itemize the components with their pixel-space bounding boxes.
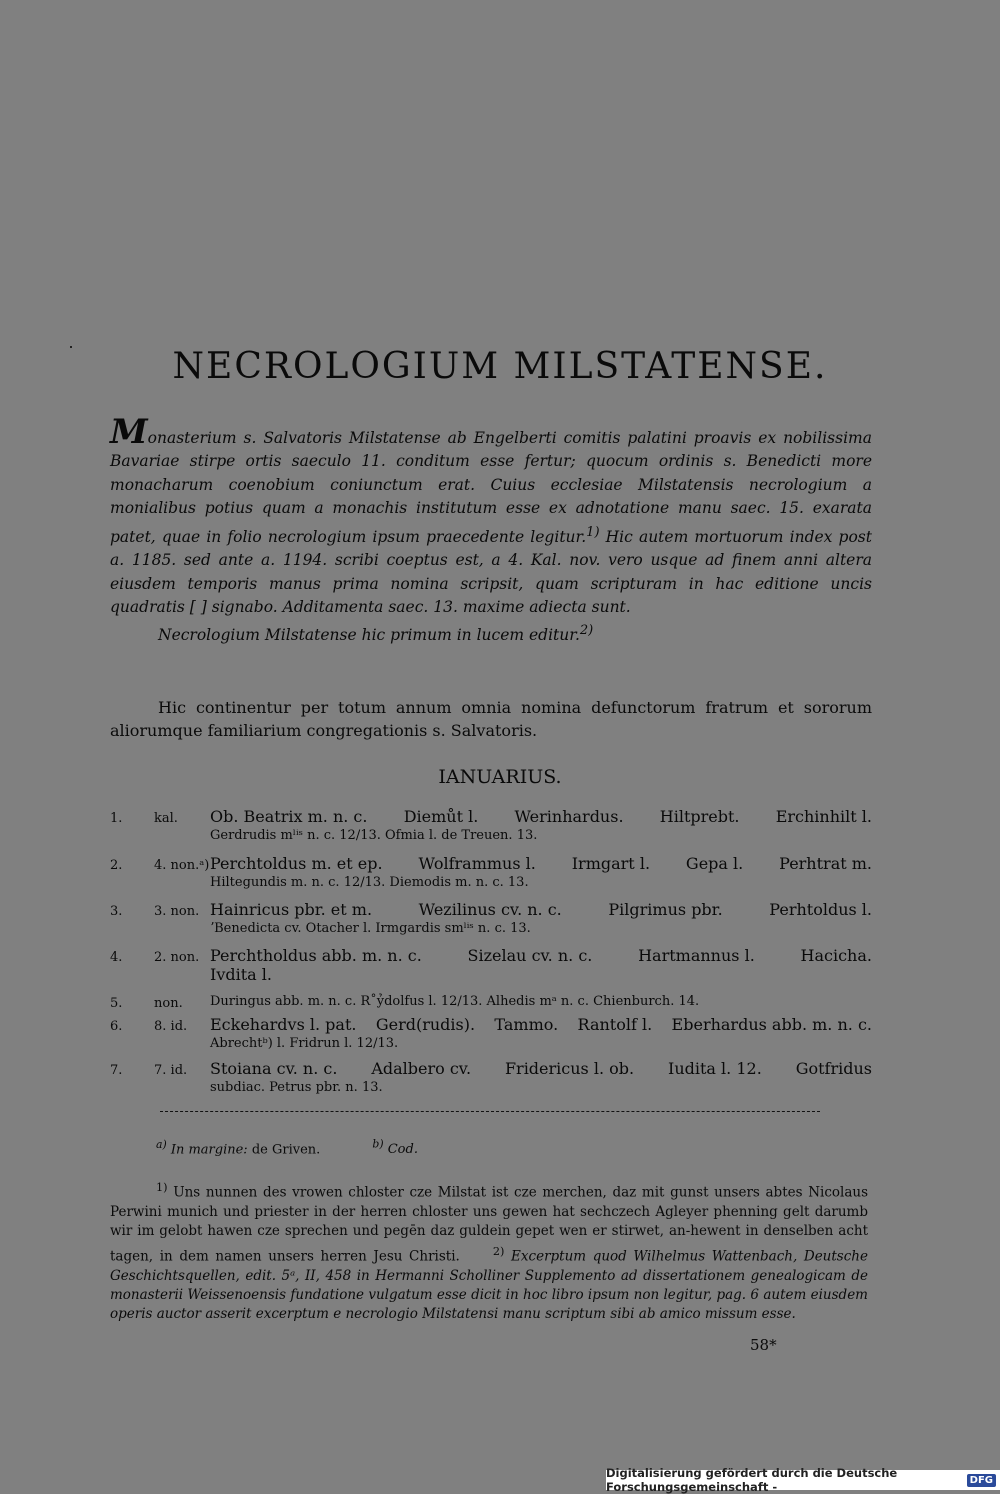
note-a-value: de Griven.	[251, 1142, 321, 1158]
entry-line-2: Hiltegundis m. n. c. 12/13. Diemodis m. n. c. 13.	[210, 875, 529, 890]
entry-day: 7. id.	[154, 1063, 188, 1078]
entry-name: Hiltprebt.	[659, 807, 740, 826]
footnote-ref-1[interactable]: 1)	[586, 524, 600, 540]
entry-day: kal.	[154, 811, 178, 826]
entry-line-2: ʼBenedicta cv. Otacher l. Irmgardis smˡⁱˢ n. c. 13.	[210, 921, 531, 936]
intro-paragraph-1	[110, 412, 872, 619]
entry-name: Wolframmus l.	[418, 854, 536, 873]
entry-day: 2. non.	[154, 950, 200, 965]
entry-name: Perchtoldus m. et ep.	[210, 854, 383, 873]
drop-cap: M	[110, 412, 148, 452]
entry-name: Perhtoldus l.	[769, 900, 872, 919]
critical-notes	[156, 1138, 418, 1157]
entry-name: Adalbero cv.	[371, 1059, 472, 1078]
entry-line-2: Ivdita l.	[210, 965, 272, 984]
dfg-credit-bar	[606, 1466, 1000, 1494]
entry-line-2: Gerdrudis mˡⁱˢ n. c. 12/13. Ofmia l. de Treuen. 13.	[210, 828, 538, 843]
footnote-2-text: Excerptum quod Wilhelmus Wattenbach, Deutsche Geschichtsquellen, edit. 5ᵃ, II, 458 in Hermanni Scholliner Supplemento ad dissertationem genealogicam de monasterii Weissenoensis fundatione vulgatum esse dicit in hoc libro ipsum non legitur, pag. 6 autem eiusdem operis auctor asserit excerptum e necrologio Milstatensi manu scriptum sibi ab amico missum esse.	[110, 1248, 868, 1323]
entry-line-2: Abrechtᵇ) l. Fridrun l. 12/13.	[210, 1036, 399, 1051]
footnote-2-mark: 2)	[492, 1244, 505, 1258]
entry-name: Tammo.	[494, 1015, 559, 1034]
dfg-logo[interactable]: DFG	[967, 1474, 996, 1487]
intro-paragraph-2	[110, 619, 872, 648]
entry-name: Rantolf l.	[577, 1015, 653, 1034]
intro-text-2: Necrologium Milstatense hic primum in lucem editur.	[158, 626, 580, 645]
entry-body	[210, 945, 872, 983]
entry-name: Eckehardvs l. pat.	[210, 1015, 357, 1034]
entry-line-1	[210, 1014, 872, 1035]
entry-name: Hartmannus l.	[638, 946, 755, 965]
entry-day: 8. id.	[154, 1019, 188, 1034]
page-number: 58*	[750, 1336, 777, 1354]
entry-name: Gerd(rudis).	[375, 1015, 476, 1034]
dfg-credit-text: Digitalisierung gefördert durch die Deutsche Forschungsgemeinschaft -	[606, 1466, 898, 1494]
entry-number: 2.	[110, 858, 123, 873]
entry-line-1	[210, 853, 872, 874]
entry-day: 4. non.ᵃ)	[154, 858, 210, 873]
entry-name: Perhtrat m.	[779, 854, 872, 873]
note-a-text: In margine:	[170, 1142, 248, 1158]
entry-line-2: subdiac. Petrus pbr. n. 13.	[210, 1080, 383, 1095]
entry-body	[210, 991, 872, 1012]
intro-text: onasterium s. Salvatoris Milstatense ab Engelberti comitis palatini proavis ex nobilissima Bavariae stirpe ortis saeculo 11. conditum esse fertur; quocum ordinis s. Benedicti more monacharum coenobium coniunctum erat. Cuius ecclesiae Milstatensis necrologium a monialibus potius quam a monachis institutum esse ex adnotatione manu saec. 15. exarata patet, quae in folio necrologium ipsum praecedente legitur.	[110, 429, 872, 546]
footnote-ref-2[interactable]: 2)	[579, 623, 594, 639]
entry-name: Stoiana cv. n. c.	[210, 1059, 338, 1078]
entry-name: Perchtholdus abb. m. n. c.	[210, 946, 422, 965]
entry-body	[210, 806, 872, 844]
entry-line-1	[210, 899, 872, 920]
entry-name: Pilgrimus pbr.	[608, 900, 723, 919]
entry-number: 3.	[110, 904, 123, 919]
entry-name: Duringus abb. m. n. c. R˚ỷdolfus l. 12/13. Alhedis mᵃ n. c. Chienburch. 14.	[210, 994, 700, 1009]
note-a-mark: a)	[156, 1138, 167, 1151]
entry-day: non.	[154, 996, 183, 1011]
entry-name: Hainricus pbr. et m.	[210, 900, 373, 919]
entry-number: 6.	[110, 1019, 123, 1034]
entry-day: 3. non.	[154, 904, 200, 919]
footnote-1-mark: 1)	[156, 1181, 168, 1194]
entry-name: Diemůt l.	[403, 807, 479, 826]
entry-name: Fridericus l. ob.	[504, 1059, 635, 1078]
entry-body	[210, 1014, 872, 1052]
entry-name: Iudita l. 12.	[668, 1059, 762, 1078]
entry-name: Eberhardus abb. m. n. c.	[671, 1015, 872, 1034]
entry-number: 4.	[110, 950, 123, 965]
entry-body	[210, 853, 872, 891]
entry-name: Hacicha.	[800, 946, 872, 965]
entry-name: Gotfridus	[795, 1059, 872, 1078]
entry-body	[210, 899, 872, 937]
contents-statement: Hic continentur per totum annum omnia nomina defunctorum fratrum et sororum aliorumque familiarium congregationis s. Salvatoris.	[110, 698, 872, 740]
page-title: NECROLOGIUM MILSTATENSE.	[172, 346, 828, 387]
entry-number: 1.	[110, 811, 123, 826]
entry-name: Werinhardus.	[514, 807, 624, 826]
entry-line-1	[210, 806, 872, 827]
entry-name: Erchinhilt l.	[775, 807, 872, 826]
note-b-text: Cod.	[387, 1142, 418, 1158]
entry-number: 7.	[110, 1063, 123, 1078]
note-b-mark: b)	[372, 1138, 384, 1151]
entry-name: Ob. Beatrix m. n. c.	[210, 807, 368, 826]
footnotes	[110, 1178, 868, 1325]
entry-line-1	[210, 1058, 872, 1079]
entry-number: 5.	[110, 996, 123, 1011]
introduction	[110, 412, 872, 648]
intro-text-tail: Hic autem mortuorum index post a. 1185. sed ante a. 1194. scribi coeptus est, a 4. Kal. nov. vero usque ad finem anni altera eiusdem temporis manus prima nomina scripsit, quam scripturam in hac editione uncis quadratis [ ] signabo. Additamenta saec. 13. maxime adiecta sunt.	[110, 527, 872, 616]
entry-name: Wezilinus cv. n. c.	[418, 900, 562, 919]
entry-name: Gepa l.	[685, 854, 744, 873]
entry-name: Irmgart l.	[571, 854, 651, 873]
footnote-1-text: Uns nunnen des vrowen chloster cze Milstat ist cze merchen, daz mit gunst unsers abtes Nicolaus Perwini munich und priester in der herren chloster uns gewen hat sechczech Agleyer phenning gelt darumb wir im gelobt hawen cze sprechen und pegēn daz guldein gepet wen er stirwet, an-hewent in denselben acht tagen, in dem namen unsers herren Jesu Christi.	[110, 1184, 868, 1265]
entry-name: Sizelau cv. n. c.	[467, 946, 593, 965]
entry-line-1	[210, 991, 872, 1012]
entry-body	[210, 1058, 872, 1096]
month-heading: IANUARIUS.	[438, 766, 562, 788]
footnote-divider	[160, 1111, 820, 1112]
entry-line-1	[210, 945, 872, 966]
